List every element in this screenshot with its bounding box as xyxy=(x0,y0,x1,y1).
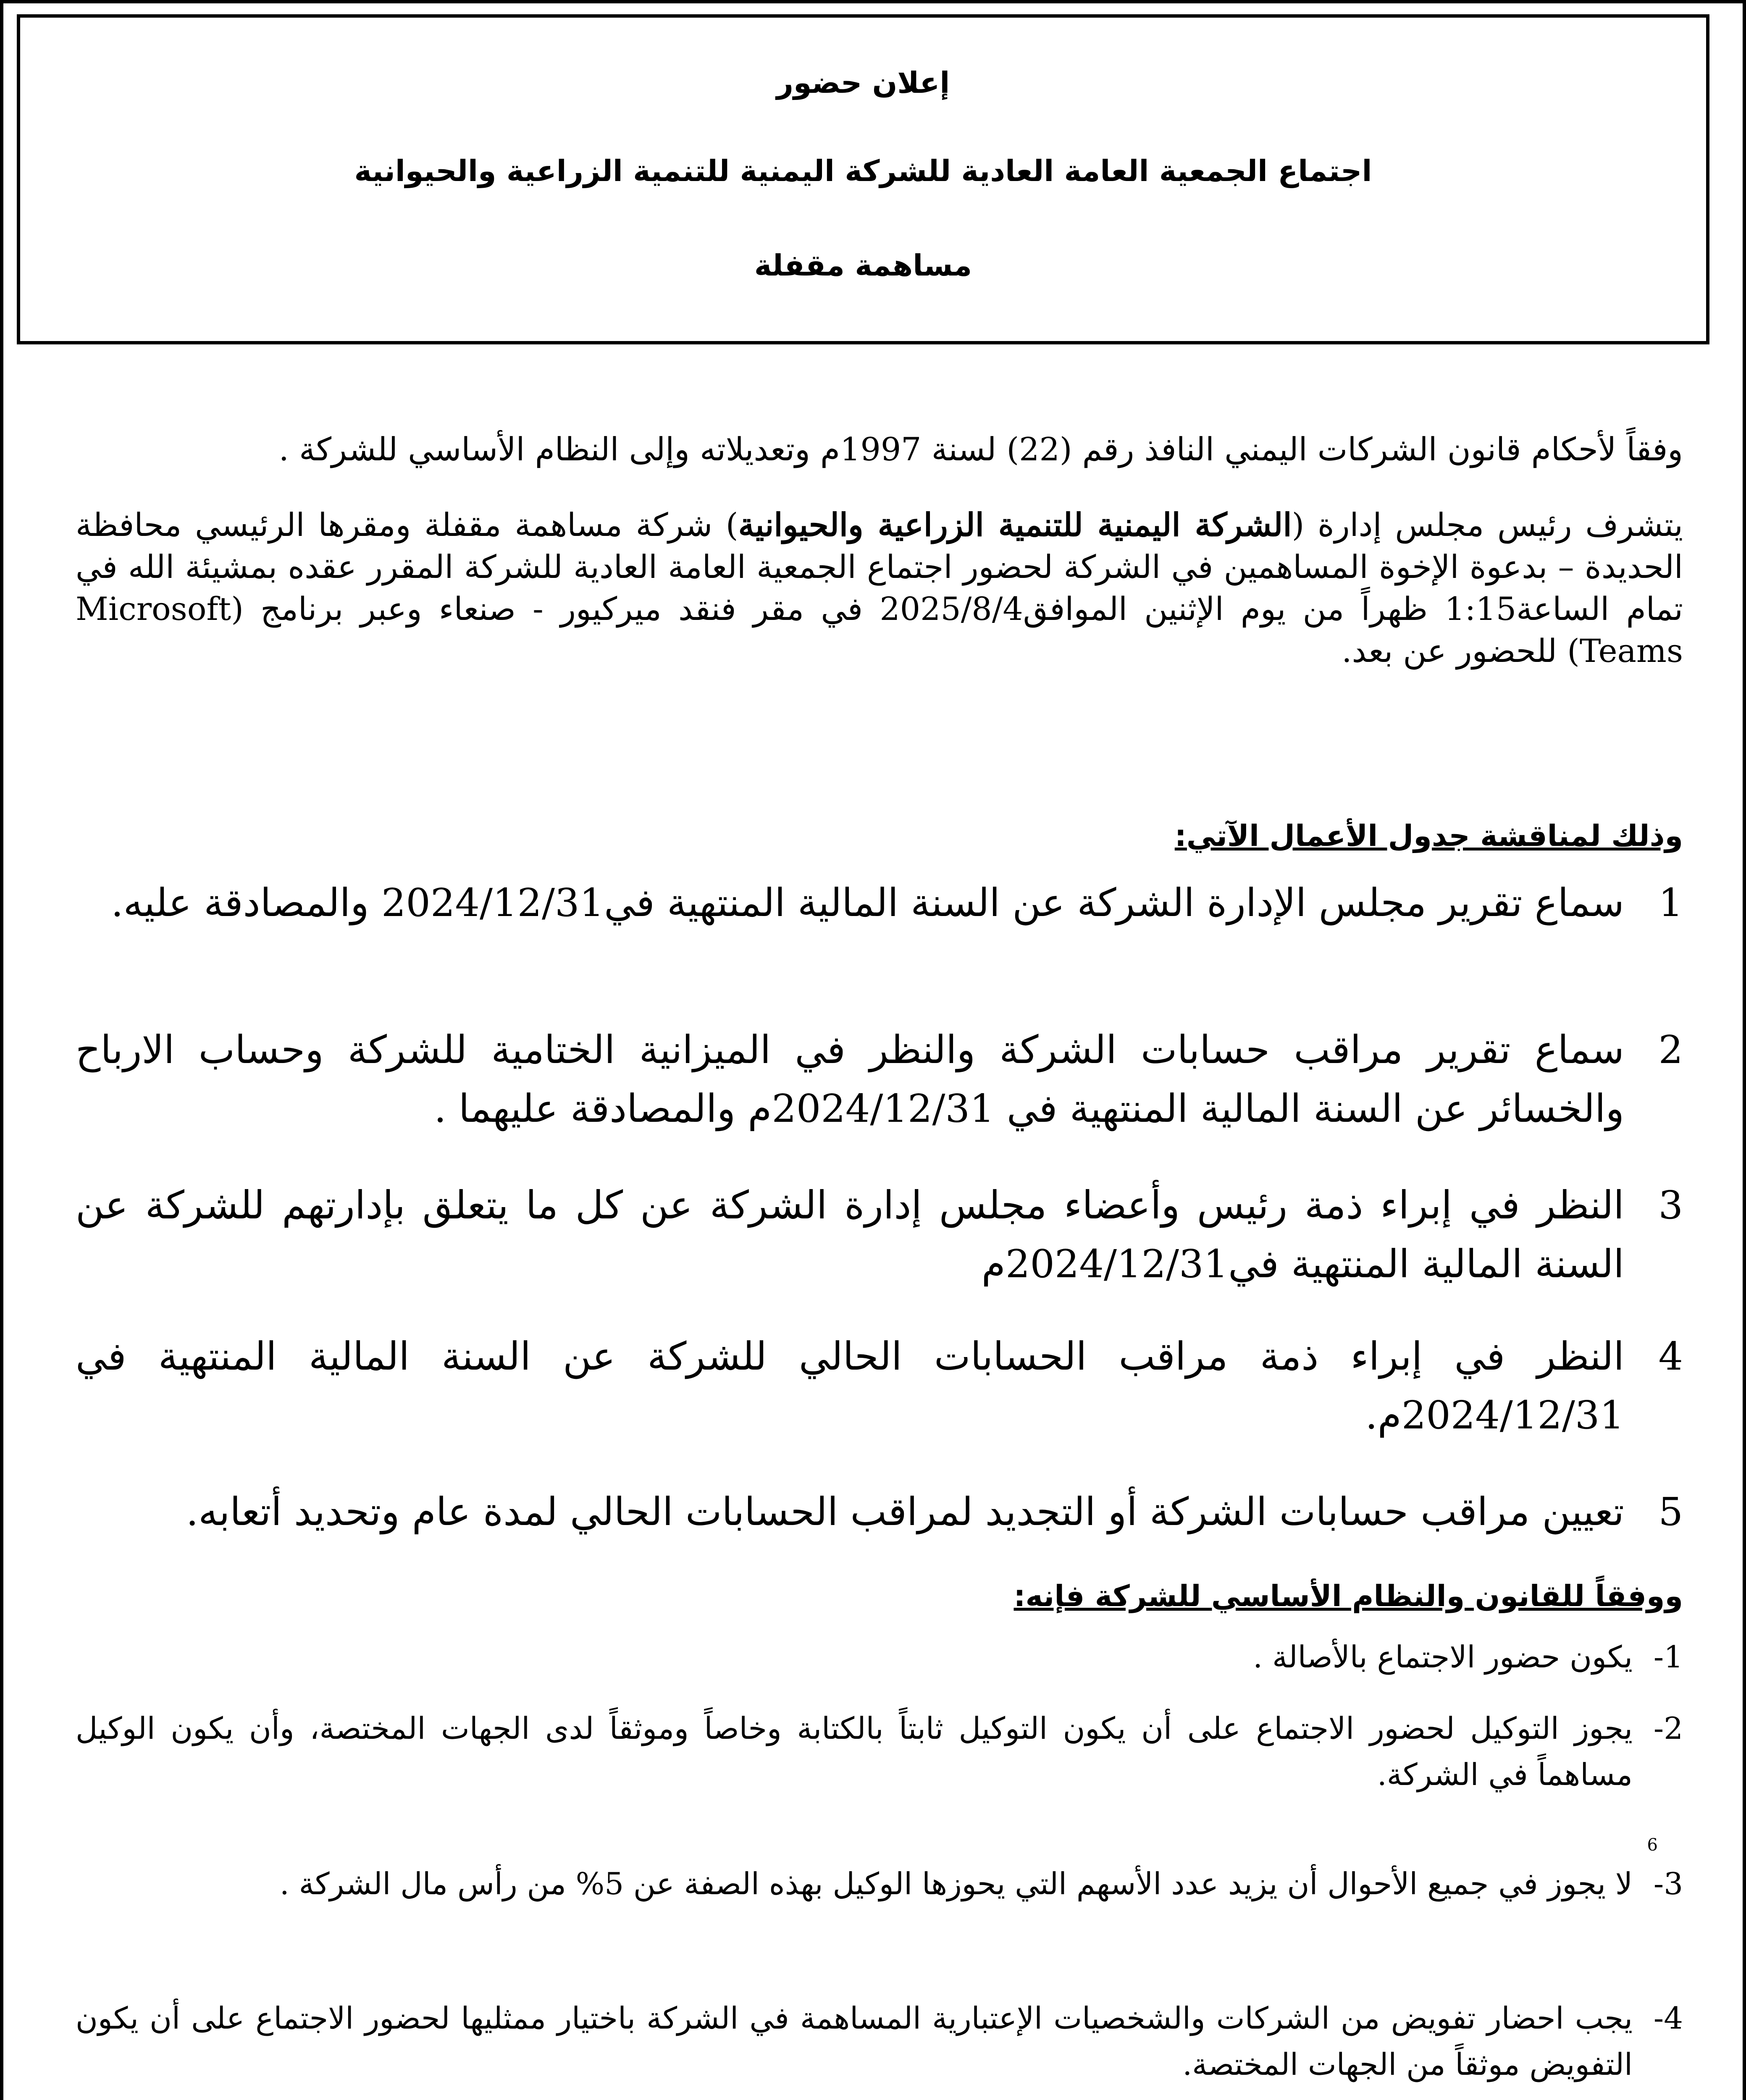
agenda-item-text: سماع تقرير مجلس الإدارة الشركة عن السنة المالية المنتهية في2024/12/31 والمصادقة عليه. xyxy=(111,880,1624,925)
agenda-item-text: سماع تقرير مراقب حسابات الشركة والنظر في الميزانية الختامية للشركة وحساب الارباح والخسائر عن السنة المالية المنتهية في 2024/12/31م والمصادقة عليهما . xyxy=(76,1027,1624,1131)
agenda-item xyxy=(76,874,1683,932)
condition-text: يجوز التوكيل لحضور الاجتماع على أن يكون التوكيل ثابتاً بالكتابة وخاصاً وموثقاً لدى الجهات المختصة، وأن يكون الوكيل مساهماً في الشركة. xyxy=(76,1711,1633,1792)
condition-number: 1- xyxy=(1653,1639,1683,1675)
intro-paragraph xyxy=(76,504,1683,672)
agenda-item xyxy=(76,1021,1683,1138)
agenda-item xyxy=(76,1327,1683,1445)
agenda-item-number: 3 xyxy=(1658,1183,1683,1228)
condition-text: لا يجوز في جميع الأحوال أن يزيد عدد الأسهم التي يحوزها الوكيل بهذه الصفة عن 5% من رأس مال الشركة . xyxy=(279,1866,1633,1901)
condition-number: 2- xyxy=(1653,1711,1683,1746)
agenda-item-number: 1 xyxy=(1658,880,1683,925)
intro-line-1: وفقاً لأحكام قانون الشركات اليمني النافذ رقم (22) لسنة 1997م وتعديلاته وإلى النظام الأساسي للشركة . xyxy=(278,430,1683,468)
agenda-item xyxy=(76,1176,1683,1294)
announcement-title: إعلان حضور xyxy=(776,66,950,100)
condition-number: 4- xyxy=(1653,2000,1683,2036)
condition-item xyxy=(76,1995,1683,2087)
agenda-heading: وذلك لمناقشة جدول الأعمال الآتي: xyxy=(1174,819,1683,853)
agenda-item-number: 5 xyxy=(1658,1489,1683,1534)
agenda-item-number: 2 xyxy=(1658,1027,1683,1072)
condition-text: يكون حضور الاجتماع بالأصالة . xyxy=(1253,1639,1633,1675)
small-page-mark: 6 xyxy=(1647,1835,1658,1855)
intro-after-company: ) شركة مساهمة مقفلة ومقرها الرئيسي محافظة الحديدة – بدعوة الإخوة المساهمين في الشركة لحضور اجتماع الجمعية العامة العادية للشركة المقرر عقده بمشيئة الله في تمام الساعة1:15 ظهراً من يوم الإثنين الموافق2025/8/4 في مقر فنقد ميركيور - صنعاء وعبر برنامج (Microsoft Teams) للحضور عن بعد. xyxy=(76,506,1683,669)
agenda-item-text: النظر في إبراء ذمة مراقب الحسابات الحالي للشركة عن السنة المالية المنتهية في 2024/12/31م. xyxy=(76,1334,1625,1438)
company-type: مساهمة مقفلة xyxy=(754,248,972,283)
condition-item xyxy=(76,1705,1683,1798)
intro-before-company: يتشرف رئيس مجلس إدارة ( xyxy=(1292,506,1683,543)
agenda-item-text: النظر في إبراء ذمة رئيس وأعضاء مجلس إدارة الشركة عن كل ما يتعلق بإدارتهم للشركة عن السنة المالية المنتهية في2024/12/31م xyxy=(76,1183,1624,1286)
header-box xyxy=(17,14,1709,344)
agenda-item-text: تعيين مراقب حسابات الشركة أو التجديد لمراقب الحسابات الحالي لمدة عام وتحديد أتعابه. xyxy=(186,1489,1624,1534)
meeting-title: اجتماع الجمعية العامة العادية للشركة اليمنية للتنمية الزراعية والحيوانية xyxy=(354,154,1372,188)
condition-item xyxy=(76,1634,1683,1680)
conditions-heading: ووفقاً للقانون والنظام الأساسي للشركة فإنه: xyxy=(1013,1579,1683,1613)
condition-text: يجب احضار تفويض من الشركات والشخصيات الإعتبارية المساهمة في الشركة باختيار ممثليها لحضور الاجتماع على أن يكون التفويض موثقاً من الجهات المختصة. xyxy=(76,2000,1633,2082)
agenda-item-number: 4 xyxy=(1658,1334,1683,1379)
condition-item xyxy=(76,1861,1683,1907)
condition-number: 3- xyxy=(1653,1866,1683,1901)
agenda-item xyxy=(76,1483,1683,1541)
intro-company-name: الشركة اليمنية للتنمية الزراعية والحيوانية xyxy=(738,506,1292,543)
